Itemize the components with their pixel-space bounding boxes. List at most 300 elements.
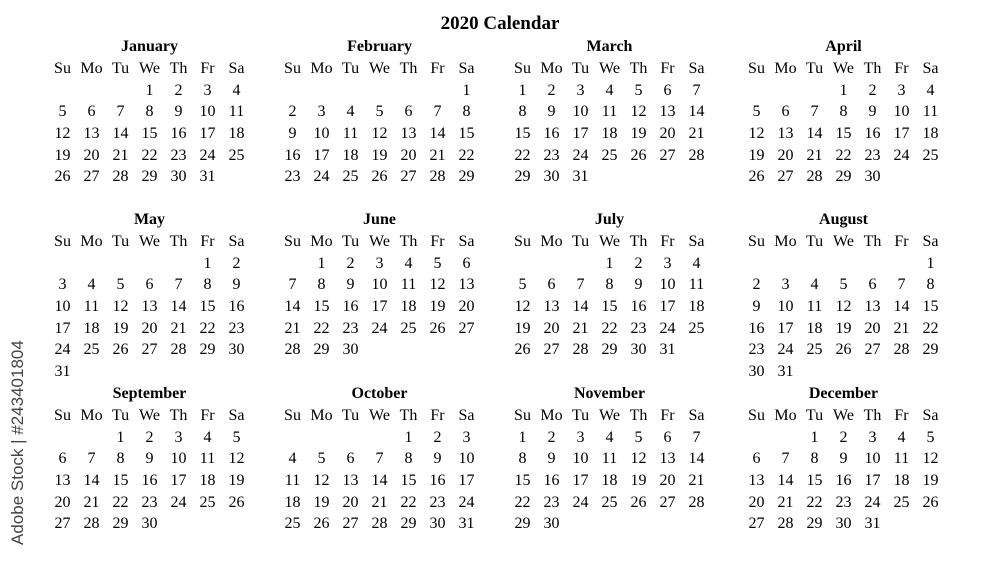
day-cell: 10	[371, 276, 388, 294]
day-cell: 2	[752, 276, 761, 294]
week-row	[278, 448, 481, 470]
day-cell: 27	[659, 493, 676, 511]
day-cell: 8	[317, 276, 326, 294]
day-cell: 9	[232, 276, 241, 294]
day-cell: 15	[313, 298, 330, 316]
day-cell: 10	[199, 103, 216, 121]
day-cell: 31	[458, 515, 475, 533]
week-row	[508, 339, 711, 361]
week-row	[278, 318, 481, 340]
day-cell: 1	[810, 428, 819, 446]
day-cell: 16	[835, 472, 852, 490]
weekday-label: We	[139, 407, 160, 424]
day-cell: 26	[835, 341, 852, 359]
empty-day	[365, 80, 394, 102]
day-cell: 22	[313, 319, 330, 337]
day-cell: 26	[54, 168, 71, 186]
day-cell: 29	[112, 515, 129, 533]
day-cell: 14	[806, 125, 823, 143]
weekday-header	[508, 405, 711, 427]
weekday-label: Su	[284, 233, 301, 250]
day-cell: 23	[543, 146, 560, 164]
weekday-label: Tu	[341, 60, 360, 77]
day-cell: 30	[630, 341, 647, 359]
day-cell: 6	[404, 103, 413, 121]
weekday-label: Fr	[894, 407, 909, 424]
day-cell: 7	[810, 103, 819, 121]
week-row	[278, 470, 481, 492]
day-cell: 4	[605, 428, 614, 446]
day-cell: 23	[429, 493, 446, 511]
day-cell: 15	[400, 472, 417, 490]
day-cell: 2	[433, 428, 442, 446]
day-cell: 1	[317, 254, 326, 272]
day-cell: 19	[54, 146, 71, 164]
week-row	[278, 123, 481, 145]
day-cell: 21	[83, 493, 100, 511]
month-name: November	[573, 385, 646, 402]
day-cell: 20	[777, 146, 794, 164]
day-cell: 11	[228, 103, 245, 121]
day-cell: 29	[922, 341, 939, 359]
day-cell: 20	[141, 319, 158, 337]
day-cell: 25	[400, 319, 417, 337]
day-cell: 16	[342, 298, 359, 316]
day-cell: 12	[835, 298, 852, 316]
weekday-label: Mo	[80, 233, 103, 250]
day-cell: 1	[926, 254, 935, 272]
day-cell: 18	[893, 472, 910, 490]
day-cell: 5	[58, 103, 67, 121]
day-cell: 15	[112, 472, 129, 490]
weekday-label: Fr	[430, 60, 445, 77]
week-row	[742, 80, 945, 102]
day-cell: 3	[897, 81, 906, 99]
day-cell: 26	[922, 493, 939, 511]
weekday-label: Fr	[430, 233, 445, 250]
day-cell: 2	[145, 428, 154, 446]
day-cell: 24	[313, 168, 330, 186]
day-cell: 7	[288, 276, 297, 294]
day-cell: 6	[547, 276, 556, 294]
empty-day	[164, 253, 193, 275]
day-cell: 22	[601, 319, 618, 337]
weekday-label: Th	[169, 60, 188, 77]
weekday-label: Mo	[310, 60, 333, 77]
empty-day	[800, 361, 829, 383]
day-cell: 9	[868, 103, 877, 121]
month-november	[508, 383, 711, 535]
day-cell: 2	[547, 428, 556, 446]
day-cell: 10	[572, 103, 589, 121]
day-cell: 16	[429, 472, 446, 490]
day-cell: 18	[284, 493, 301, 511]
day-cell: 20	[864, 319, 881, 337]
day-cell: 5	[518, 276, 527, 294]
day-cell: 30	[141, 515, 158, 533]
day-cell: 28	[170, 341, 187, 359]
day-cell: 17	[313, 146, 330, 164]
weekday-label: Th	[629, 233, 648, 250]
weekday-label: Th	[863, 233, 882, 250]
day-cell: 28	[806, 168, 823, 186]
day-cell: 28	[429, 168, 446, 186]
day-cell: 7	[116, 103, 125, 121]
weekday-label: Th	[629, 60, 648, 77]
week-row	[278, 513, 481, 535]
empty-day	[887, 513, 916, 535]
weekday-label: Fr	[894, 233, 909, 250]
week-row	[742, 101, 945, 123]
day-cell: 12	[748, 125, 765, 143]
day-cell: 20	[659, 125, 676, 143]
day-cell: 14	[112, 125, 129, 143]
day-cell: 25	[83, 341, 100, 359]
month-october	[278, 383, 481, 535]
day-cell: 14	[777, 472, 794, 490]
day-cell: 13	[342, 472, 359, 490]
week-row	[278, 427, 481, 449]
day-cell: 24	[864, 493, 881, 511]
day-cell: 14	[688, 103, 705, 121]
day-cell: 23	[342, 319, 359, 337]
week-row	[508, 274, 711, 296]
day-cell: 8	[518, 450, 527, 468]
empty-day	[595, 513, 624, 535]
day-cell: 27	[141, 341, 158, 359]
empty-day	[800, 80, 829, 102]
day-cell: 18	[342, 146, 359, 164]
day-cell: 22	[458, 146, 475, 164]
day-cell: 8	[116, 450, 125, 468]
day-cell: 5	[926, 428, 935, 446]
weekday-label: Tu	[805, 233, 824, 250]
empty-day	[887, 361, 916, 383]
weekday-header	[48, 58, 251, 80]
weekday-header	[742, 58, 945, 80]
day-cell: 28	[83, 515, 100, 533]
day-cell: 27	[458, 319, 475, 337]
day-cell: 10	[893, 103, 910, 121]
day-cell: 2	[174, 81, 183, 99]
weekday-label: Su	[514, 407, 531, 424]
day-cell: 10	[170, 450, 187, 468]
day-cell: 2	[346, 254, 355, 272]
day-cell: 10	[659, 276, 676, 294]
week-row	[742, 253, 945, 275]
day-cell: 15	[458, 125, 475, 143]
day-cell: 31	[864, 515, 881, 533]
empty-day	[336, 427, 365, 449]
weekday-label: Su	[284, 407, 301, 424]
week-row	[742, 339, 945, 361]
empty-day	[916, 166, 945, 188]
day-cell: 27	[342, 515, 359, 533]
day-cell: 15	[141, 125, 158, 143]
day-cell: 9	[839, 450, 848, 468]
week-row	[742, 145, 945, 167]
day-cell: 27	[659, 146, 676, 164]
day-cell: 24	[777, 341, 794, 359]
day-cell: 3	[462, 428, 471, 446]
day-cell: 22	[806, 493, 823, 511]
day-cell: 8	[145, 103, 154, 121]
day-cell: 10	[777, 298, 794, 316]
day-cell: 24	[572, 146, 589, 164]
week-row	[742, 361, 945, 383]
day-cell: 28	[284, 341, 301, 359]
empty-day	[423, 80, 452, 102]
day-cell: 11	[284, 472, 301, 490]
day-cell: 11	[688, 276, 705, 294]
day-cell: 7	[174, 276, 183, 294]
weekday-label: Sa	[228, 60, 245, 77]
month-february	[278, 36, 481, 188]
weekday-label: We	[599, 233, 620, 250]
weekday-label: We	[369, 60, 390, 77]
day-cell: 25	[199, 493, 216, 511]
day-cell: 17	[572, 472, 589, 490]
day-cell: 12	[630, 450, 647, 468]
day-cell: 2	[547, 81, 556, 99]
day-cell: 9	[547, 103, 556, 121]
week-row	[508, 492, 711, 514]
empty-day	[537, 253, 566, 275]
day-cell: 20	[342, 493, 359, 511]
day-cell: 5	[317, 450, 326, 468]
day-cell: 5	[634, 81, 643, 99]
empty-day	[566, 253, 595, 275]
day-cell: 17	[864, 472, 881, 490]
day-cell: 4	[897, 428, 906, 446]
day-cell: 30	[543, 168, 560, 186]
day-cell: 17	[777, 319, 794, 337]
week-row	[48, 123, 251, 145]
empty-day	[624, 166, 653, 188]
empty-day	[742, 427, 771, 449]
day-cell: 31	[572, 168, 589, 186]
day-cell: 3	[58, 276, 67, 294]
day-cell: 8	[810, 450, 819, 468]
day-cell: 7	[781, 450, 790, 468]
day-cell: 12	[630, 103, 647, 121]
day-cell: 10	[313, 125, 330, 143]
day-cell: 14	[688, 450, 705, 468]
day-cell: 23	[141, 493, 158, 511]
empty-day	[77, 361, 106, 383]
empty-day	[800, 253, 829, 275]
empty-day	[164, 361, 193, 383]
day-cell: 16	[864, 125, 881, 143]
day-cell: 5	[116, 276, 125, 294]
day-cell: 12	[371, 125, 388, 143]
day-cell: 8	[926, 276, 935, 294]
week-row	[508, 166, 711, 188]
day-cell: 23	[864, 146, 881, 164]
day-cell: 13	[400, 125, 417, 143]
day-cell: 18	[601, 472, 618, 490]
day-cell: 9	[433, 450, 442, 468]
day-cell: 13	[458, 276, 475, 294]
day-cell: 18	[601, 125, 618, 143]
day-cell: 23	[630, 319, 647, 337]
week-row	[278, 253, 481, 275]
weekday-label: Su	[284, 60, 301, 77]
week-row	[508, 101, 711, 123]
day-cell: 8	[839, 103, 848, 121]
day-cell: 24	[54, 341, 71, 359]
day-cell: 29	[835, 168, 852, 186]
day-cell: 1	[518, 81, 527, 99]
month-name: May	[133, 211, 166, 228]
day-cell: 23	[228, 319, 245, 337]
empty-day	[77, 427, 106, 449]
day-cell: 4	[404, 254, 413, 272]
weekday-label: Fr	[200, 407, 215, 424]
empty-day	[423, 339, 452, 361]
empty-day	[365, 427, 394, 449]
week-row	[48, 253, 251, 275]
weekday-label: Th	[169, 233, 188, 250]
empty-day	[278, 80, 307, 102]
day-cell: 25	[284, 515, 301, 533]
week-row	[48, 361, 251, 383]
weekday-label: Mo	[310, 407, 333, 424]
empty-day	[307, 80, 336, 102]
week-row	[742, 427, 945, 449]
weekday-label: Tu	[341, 407, 360, 424]
day-cell: 27	[543, 341, 560, 359]
weekday-label: Su	[54, 60, 71, 77]
stock-watermark: Adobe Stock | #243401804	[8, 340, 27, 545]
empty-day	[858, 253, 887, 275]
day-cell: 8	[404, 450, 413, 468]
day-cell: 29	[514, 515, 531, 533]
day-cell: 3	[203, 81, 212, 99]
day-cell: 25	[806, 341, 823, 359]
weekday-label: Th	[863, 407, 882, 424]
day-cell: 30	[543, 515, 560, 533]
day-cell: 14	[429, 125, 446, 143]
day-cell: 9	[547, 450, 556, 468]
day-cell: 11	[199, 450, 216, 468]
month-name: April	[825, 38, 862, 55]
empty-day	[48, 80, 77, 102]
day-cell: 26	[748, 168, 765, 186]
week-row	[278, 80, 481, 102]
weekday-header	[742, 405, 945, 427]
calendar-title: 2020 Calendar	[440, 13, 560, 34]
empty-day	[682, 339, 711, 361]
day-cell: 27	[864, 341, 881, 359]
day-cell: 21	[284, 319, 301, 337]
day-cell: 1	[462, 81, 471, 99]
day-cell: 3	[375, 254, 384, 272]
day-cell: 21	[112, 146, 129, 164]
day-cell: 30	[835, 515, 852, 533]
weekday-label: Tu	[111, 60, 130, 77]
day-cell: 21	[371, 493, 388, 511]
day-cell: 6	[663, 81, 672, 99]
empty-day	[307, 427, 336, 449]
empty-day	[193, 513, 222, 535]
weekday-label: Th	[399, 407, 418, 424]
week-row	[742, 123, 945, 145]
day-cell: 15	[514, 125, 531, 143]
empty-day	[336, 80, 365, 102]
weekday-label: We	[599, 407, 620, 424]
week-row	[742, 448, 945, 470]
day-cell: 18	[688, 298, 705, 316]
weekday-label: We	[369, 407, 390, 424]
weekday-label: Sa	[458, 60, 475, 77]
weekday-label: We	[139, 233, 160, 250]
weekday-label: Sa	[458, 233, 475, 250]
day-cell: 9	[145, 450, 154, 468]
day-cell: 22	[112, 493, 129, 511]
day-cell: 20	[400, 146, 417, 164]
day-cell: 3	[317, 103, 326, 121]
weekday-header	[508, 58, 711, 80]
month-january	[48, 36, 251, 188]
day-cell: 7	[692, 81, 701, 99]
day-cell: 13	[141, 298, 158, 316]
empty-day	[771, 427, 800, 449]
day-cell: 1	[116, 428, 125, 446]
day-cell: 7	[87, 450, 96, 468]
day-cell: 30	[748, 363, 765, 381]
day-cell: 20	[83, 146, 100, 164]
day-cell: 3	[576, 428, 585, 446]
day-cell: 19	[835, 319, 852, 337]
week-row	[278, 166, 481, 188]
weekday-label: Tu	[111, 233, 130, 250]
day-cell: 24	[458, 493, 475, 511]
month-name: September	[112, 385, 187, 402]
week-row	[48, 513, 251, 535]
day-cell: 31	[54, 363, 71, 381]
day-cell: 25	[922, 146, 939, 164]
day-cell: 7	[897, 276, 906, 294]
month-september	[48, 383, 251, 535]
empty-day	[829, 361, 858, 383]
day-cell: 14	[371, 472, 388, 490]
day-cell: 4	[87, 276, 96, 294]
weekday-label: Su	[748, 60, 765, 77]
week-row	[742, 318, 945, 340]
weekday-label: We	[139, 60, 160, 77]
day-cell: 18	[400, 298, 417, 316]
day-cell: 11	[893, 450, 910, 468]
weekday-label: Mo	[540, 60, 563, 77]
day-cell: 17	[170, 472, 187, 490]
weekday-label: Tu	[805, 60, 824, 77]
weekday-header	[48, 405, 251, 427]
weekday-label: Fr	[894, 60, 909, 77]
day-cell: 19	[112, 319, 129, 337]
day-cell: 11	[601, 450, 618, 468]
empty-day	[106, 253, 135, 275]
day-cell: 21	[893, 319, 910, 337]
day-cell: 16	[543, 125, 560, 143]
weekday-label: Sa	[922, 60, 939, 77]
day-cell: 2	[232, 254, 241, 272]
day-cell: 31	[199, 168, 216, 186]
weekday-label: Fr	[200, 60, 215, 77]
weekday-label: We	[599, 60, 620, 77]
day-cell: 6	[462, 254, 471, 272]
day-cell: 3	[663, 254, 672, 272]
